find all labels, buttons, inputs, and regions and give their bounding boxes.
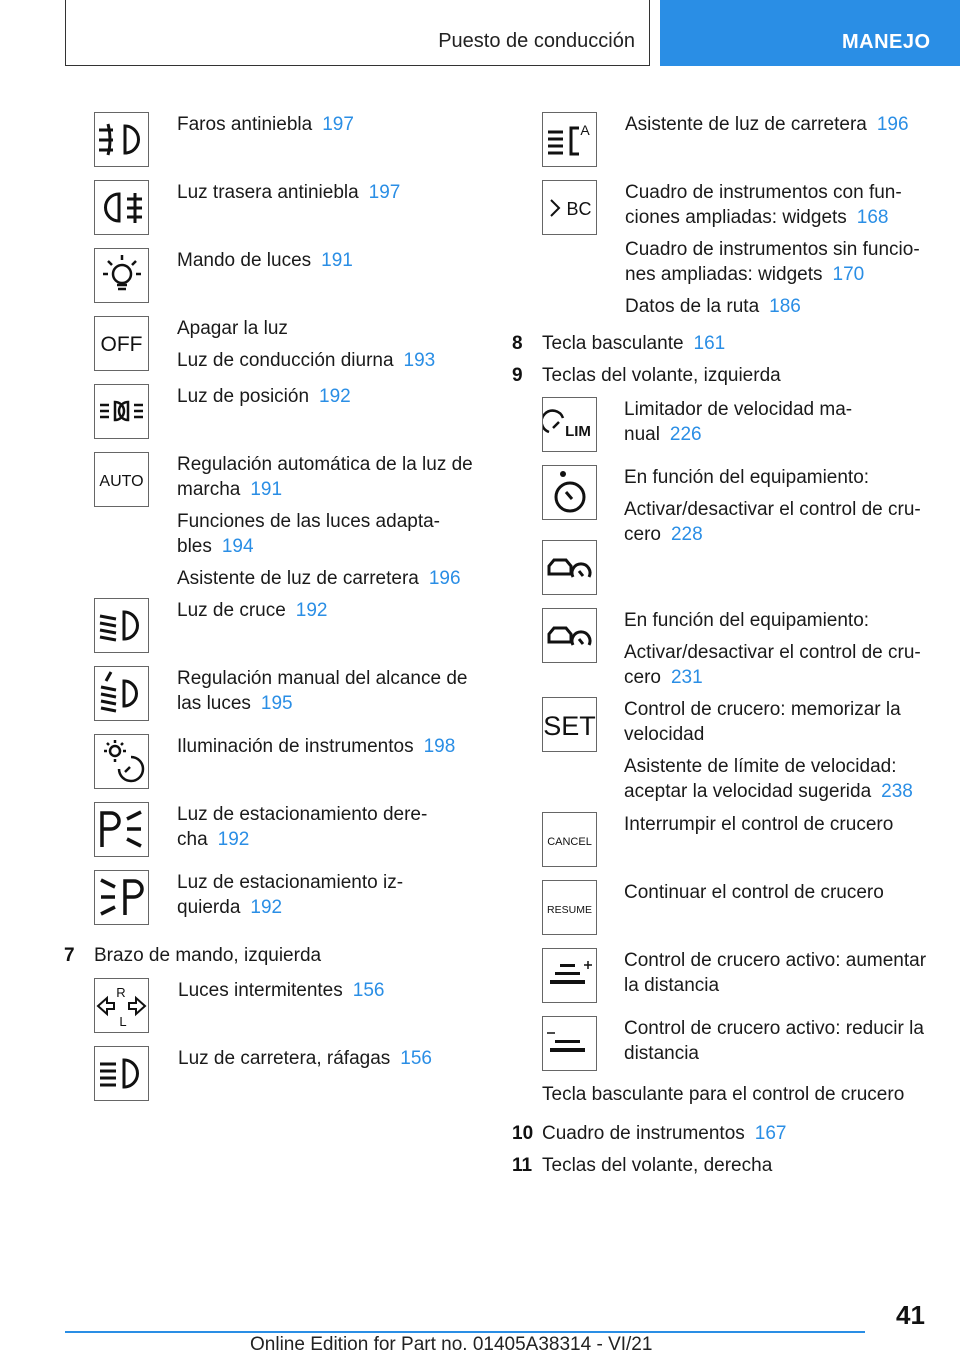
- page-header: [0, 0, 960, 70]
- parking-light-left-icon: [94, 870, 149, 925]
- bc-button-icon: [542, 180, 597, 235]
- legend-text: Regulación manual del alcance de las luces 195: [177, 668, 468, 714]
- legend-text: Regulación automática de la luz de marcha 191: [177, 454, 473, 500]
- item-label: Cuadro de instrumentos 167: [542, 1123, 787, 1144]
- parking-light-right-icon: [94, 802, 149, 857]
- svg-text:OFF: OFF: [100, 333, 143, 356]
- item-label: Teclas del volante, derecha: [542, 1155, 773, 1176]
- page-ref-link[interactable]: 193: [403, 350, 436, 371]
- distance-decrease-icon: [542, 1016, 597, 1071]
- page-ref-link[interactable]: 194: [221, 536, 254, 557]
- legend-text: Luz de estacionamiento iz- quierda 192: [177, 872, 404, 918]
- legend-text: Luces intermitentes 156: [178, 980, 385, 1001]
- headlight-range-icon: [94, 666, 149, 721]
- page-ref-link[interactable]: 186: [769, 296, 801, 317]
- legend-text: Limitador de velocidad ma- nual 226: [624, 399, 853, 445]
- svg-text:R: R: [116, 985, 126, 1000]
- legend-text: Activar/desactivar el control de cru- cero 231: [624, 642, 921, 688]
- high-beam-icon: [94, 1046, 149, 1101]
- legend-text: Interrumpir el control de crucero: [624, 814, 894, 835]
- legend-text: Datos de la ruta 186: [625, 296, 801, 317]
- auto-light-icon: [94, 452, 149, 507]
- svg-text:BC: BC: [566, 199, 592, 219]
- page-ref-link[interactable]: 192: [217, 829, 250, 850]
- page-ref-link[interactable]: 156: [352, 980, 385, 1001]
- page-ref-link[interactable]: 191: [321, 250, 353, 271]
- legend-text: En función del equipamiento:: [624, 610, 870, 631]
- cruise-distance-icon: [542, 540, 597, 595]
- item-label: Teclas del volante, izquierda: [542, 365, 781, 386]
- rocker-note: Tecla basculante para el control de crucero: [542, 1084, 905, 1105]
- parking-lights-icon: [94, 384, 149, 439]
- legend-text: Control de crucero: memorizar la velocidad: [624, 699, 901, 745]
- page-ref-link[interactable]: 196: [876, 114, 909, 135]
- legend-text: Asistente de luz de carretera 196: [177, 568, 461, 589]
- light-switch-icon: [94, 248, 149, 303]
- item-number: 11: [512, 1155, 533, 1176]
- legend-text: Iluminación de instrumentos 198: [177, 736, 456, 757]
- page-ref-link[interactable]: 197: [368, 182, 401, 203]
- legend-text: Luz trasera antiniebla 197: [177, 182, 401, 203]
- cruise-distance-icon: [542, 608, 597, 663]
- page-ref-link[interactable]: 192: [295, 600, 328, 621]
- item-number: 9: [512, 365, 523, 386]
- page-ref-link[interactable]: 231: [670, 667, 703, 688]
- set-button-icon: [542, 697, 597, 752]
- svg-text:SET: SET: [543, 711, 596, 741]
- chapter-tab[interactable]: [660, 0, 960, 66]
- rear-fog-light-icon: [94, 180, 149, 235]
- legend-text: Asistente de luz de carretera 196: [625, 114, 909, 135]
- page-ref-link[interactable]: 168: [856, 207, 889, 228]
- legend-text: En función del equipamiento:: [624, 467, 870, 488]
- page-ref-link[interactable]: 226: [669, 424, 702, 445]
- item-label: Tecla basculante 161: [542, 333, 726, 354]
- page-ref-link[interactable]: 197: [322, 114, 354, 135]
- cruise-control-icon: [542, 465, 597, 520]
- legend-text: Control de crucero activo: reducir la distancia: [624, 1018, 924, 1064]
- legend-text: Luz de estacionamiento dere- cha 192: [177, 804, 428, 850]
- svg-text:L: L: [119, 1014, 127, 1029]
- legend-text: Luz de carretera, ráfagas 156: [178, 1048, 432, 1069]
- section-title: Puesto de conducción: [438, 30, 635, 52]
- off-icon: [94, 316, 149, 371]
- legend-text: Asistente de límite de velocidad: aceptar la velocidad sugerida 238: [624, 756, 913, 802]
- section-header-box: [65, 0, 650, 66]
- page-ref-link[interactable]: 161: [693, 333, 726, 354]
- cancel-button-icon: [542, 812, 597, 867]
- page-ref-link[interactable]: 191: [250, 479, 283, 500]
- turn-signal-icon: [94, 978, 149, 1033]
- page-ref-link[interactable]: 196: [428, 568, 461, 589]
- legend-text: Funciones de las luces adapta- bles 194: [177, 511, 440, 557]
- page-ref-link[interactable]: 238: [881, 781, 913, 802]
- item-number: 8: [512, 333, 523, 354]
- legend-text: Continuar el control de crucero: [624, 882, 884, 903]
- page-ref-link[interactable]: 192: [319, 386, 351, 407]
- page-ref-link[interactable]: 167: [754, 1123, 787, 1144]
- svg-text:RESUME: RESUME: [547, 904, 592, 916]
- instrument-lighting-icon: [94, 734, 149, 789]
- page-ref-link[interactable]: 198: [423, 736, 456, 757]
- low-beam-icon: [94, 598, 149, 653]
- legend-text: Luz de conducción diurna 193: [177, 350, 436, 371]
- legend-text: Cuadro de instrumentos sin funcio- nes ampliadas: widgets 170: [625, 239, 920, 285]
- legend-text: Activar/desactivar el control de cru- cero 228: [624, 499, 921, 545]
- edition-footer: Online Edition for Part no. 01405A38314 - VI/21: [250, 1334, 653, 1355]
- page-ref-link[interactable]: 195: [260, 693, 293, 714]
- legend-text: Faros antiniebla 197: [177, 114, 354, 135]
- item-label: Brazo de mando, izquierda: [94, 945, 322, 966]
- svg-text:A: A: [580, 122, 590, 138]
- legend-text: Luz de posición 192: [177, 386, 351, 407]
- legend-text: Luz de cruce 192: [177, 600, 328, 621]
- footer-divider: [65, 1331, 865, 1333]
- item-number: 10: [512, 1123, 534, 1144]
- item-number: 7: [64, 945, 75, 966]
- speed-limiter-icon: [542, 397, 597, 452]
- legend-text: Control de crucero activo: aumentar la distancia: [624, 950, 927, 996]
- svg-text:CANCEL: CANCEL: [547, 836, 592, 848]
- resume-button-icon: [542, 880, 597, 935]
- page-number: 41: [896, 1300, 925, 1330]
- page-ref-link[interactable]: 192: [250, 897, 283, 918]
- legend-text: Cuadro de instrumentos con fun- ciones ampliadas: widgets 168: [625, 182, 902, 228]
- page-ref-link[interactable]: 156: [400, 1048, 432, 1069]
- high-beam-assist-icon: [542, 112, 597, 167]
- chapter-title: MANEJO: [842, 31, 931, 53]
- page-ref-link[interactable]: 170: [832, 264, 865, 285]
- front-fog-light-icon: [94, 112, 149, 167]
- page-ref-link[interactable]: 228: [670, 524, 703, 545]
- svg-text:LIM: LIM: [565, 423, 591, 440]
- legend-text: Mando de luces 191: [177, 250, 353, 271]
- svg-text:AUTO: AUTO: [99, 473, 144, 490]
- distance-increase-icon: [542, 948, 597, 1003]
- legend-text: Apagar la luz: [177, 318, 288, 339]
